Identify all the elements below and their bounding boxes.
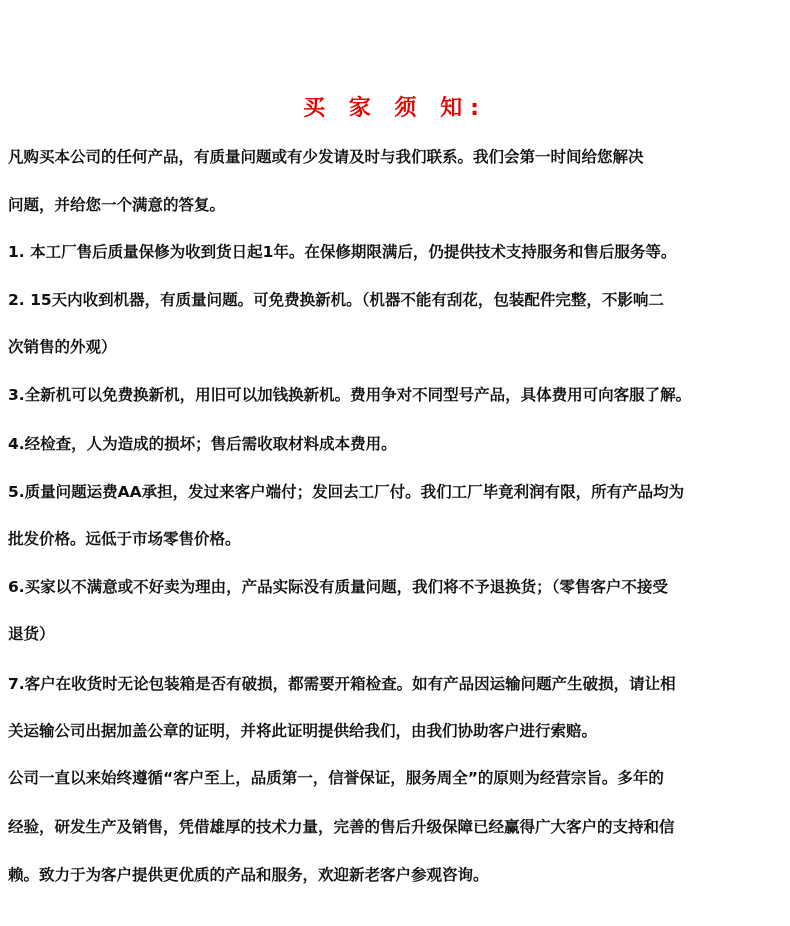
notice-line: 7.客户在收货时无论包装箱是否有破损，都需要开箱检查。如有产品因运输问题产生破损，请让相 (8, 675, 676, 693)
notice-line: 公司一直以来始终遵循“客户至上，品质第一，信誉保证，服务周全”的原则为经营宗旨。多年的 (8, 769, 664, 787)
notice-line: 问题，并给您一个满意的答复。 (8, 196, 226, 214)
notice-line: 赖。致力于为客户提供更优质的产品和服务，欢迎新老客户参观咨询。 (8, 866, 489, 884)
notice-line: 3.全新机可以免费换新机，用旧可以加钱换新机。费用争对不同型号产品，具体费用可向客服了解。 (8, 386, 692, 404)
notice-line: 2. 15天内收到机器，有质量问题。可免费换新机。（机器不能有刮花，包装配件完整，不影响二 (8, 291, 664, 309)
notice-line: 经验，研发生产及销售，凭借雄厚的技术力量，完善的售后升级保障已经赢得广大客户的支持和信 (8, 818, 675, 836)
notice-line: 4.经检查，人为造成的损坏；售后需收取材料成本费用。 (8, 435, 397, 453)
notice-line: 关运输公司出据加盖公章的证明，并将此证明提供给我们，由我们协助客户进行索赔。 (8, 722, 598, 740)
page-title: 买 家 须 知: (303, 96, 487, 121)
notice-line: 6.买家以不满意或不好卖为理由，产品实际没有质量问题，我们将不予退换货；（零售客户不接受 (8, 578, 668, 596)
notice-line: 1. 本工厂售后质量保修为收到货日起1年。在保修期限满后，仍提供技术支持服务和售后服务等。 (8, 243, 677, 261)
notice-line: 次销售的外观） (8, 338, 117, 356)
notice-line: 凡购买本公司的任何产品，有质量问题或有少发请及时与我们联系。我们会第一时间给您解决 (8, 148, 644, 166)
notice-line: 批发价格。远低于市场零售价格。 (8, 530, 241, 548)
notice-line: 5.质量问题运费AA承担，发过来客户端付；发回去工厂付。我们工厂毕竟利润有限，所有产品均为 (8, 483, 685, 501)
notice-line: 退货） (8, 625, 55, 643)
